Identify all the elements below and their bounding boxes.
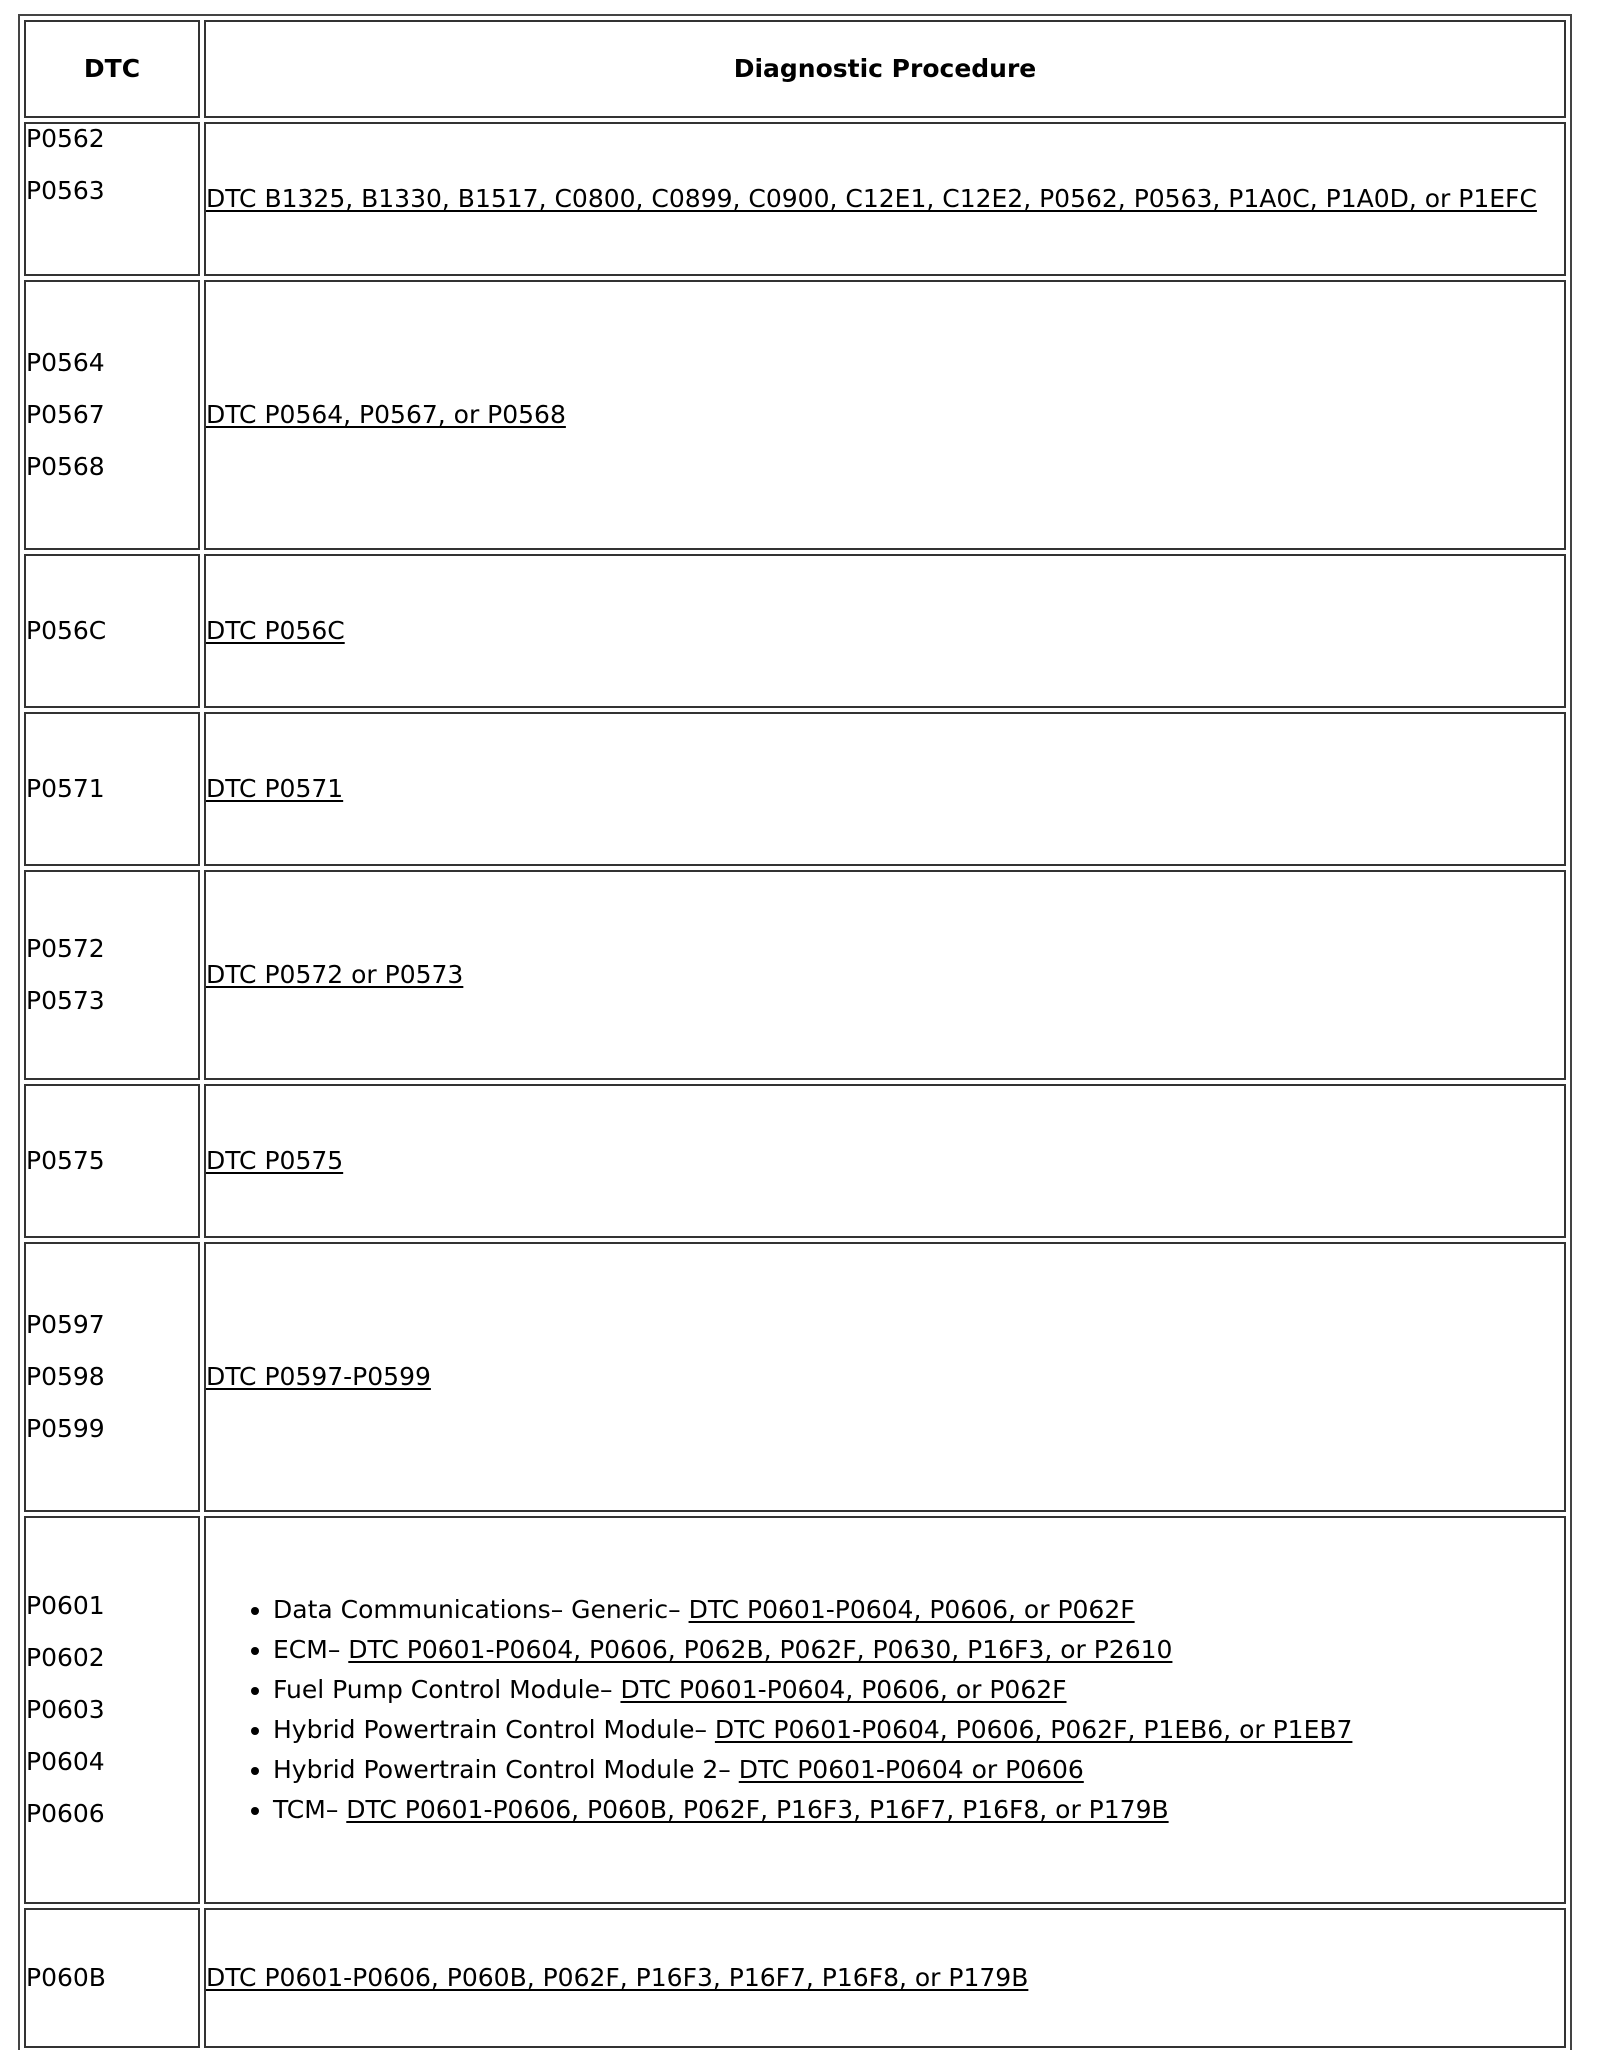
dtc-code-cell xyxy=(24,712,200,866)
dtc-code: P0563 xyxy=(26,176,105,205)
procedure-cell xyxy=(204,554,1566,708)
module-label: Data Communications– Generic– xyxy=(273,1595,689,1624)
dtc-code-cell xyxy=(24,122,200,276)
dtc-code: P0597 xyxy=(26,1310,105,1339)
table-row xyxy=(24,870,1566,1080)
list-item xyxy=(273,1710,1564,1750)
procedure-link[interactable]: DTC P0564, P0567, or P0568 xyxy=(206,400,566,429)
table-row xyxy=(24,554,1566,708)
table-header-row xyxy=(24,20,1566,118)
module-label: ECM– xyxy=(273,1635,349,1664)
dtc-code-cell xyxy=(24,1908,200,2048)
procedure-cell xyxy=(204,1242,1566,1512)
dtc-table xyxy=(18,14,1572,2050)
procedure-link[interactable]: DTC P0601-P0604, P0606, P062F, P1EB6, or P1EB7 xyxy=(714,1715,1353,1744)
procedure-link[interactable]: DTC P0597-P0599 xyxy=(206,1362,431,1391)
list-item xyxy=(273,1750,1564,1790)
dtc-code: P0602 xyxy=(26,1643,105,1672)
table-row xyxy=(24,712,1566,866)
procedure-cell xyxy=(204,1516,1566,1904)
procedure-link[interactable]: DTC P0571 xyxy=(206,774,344,803)
procedure-cell xyxy=(204,712,1566,866)
procedure-cell xyxy=(204,1908,1566,2048)
dtc-code: P0598 xyxy=(26,1362,105,1391)
procedure-link[interactable]: DTC P0601-P0604, P0606, P062B, P062F, P0630, P16F3, or P2610 xyxy=(348,1635,1173,1664)
procedure-link[interactable]: DTC P0601-P0604, P0606, or P062F xyxy=(620,1675,1067,1704)
dtc-code: P0603 xyxy=(26,1695,105,1724)
dtc-code-cell xyxy=(24,280,200,550)
module-label: TCM– xyxy=(273,1795,347,1824)
procedure-cell xyxy=(204,280,1566,550)
table-row xyxy=(24,1242,1566,1512)
dtc-code: P0564 xyxy=(26,348,105,377)
dtc-code-cell xyxy=(24,1242,200,1512)
module-label: Hybrid Powertrain Control Module– xyxy=(273,1715,715,1744)
procedure-link[interactable]: DTC B1325, B1330, B1517, C0800, C0899, C0900, C12E1, C12E2, P0562, P0563, P1A0C, P1A0D, or P1EFC xyxy=(206,184,1537,213)
dtc-code: P0604 xyxy=(26,1747,105,1776)
procedure-link[interactable]: DTC P0572 or P0573 xyxy=(206,960,464,989)
dtc-code: P0599 xyxy=(26,1414,105,1443)
procedure-link[interactable]: DTC P0575 xyxy=(206,1146,344,1175)
header-diagnostic-procedure: Diagnostic Procedure xyxy=(204,20,1566,118)
dtc-code: P056C xyxy=(26,616,107,645)
dtc-code: P0601 xyxy=(26,1591,105,1620)
procedure-link[interactable]: DTC P0601-P0604 or P0606 xyxy=(738,1755,1084,1784)
dtc-code-cell xyxy=(24,1516,200,1904)
dtc-code: P060B xyxy=(26,1963,106,1992)
table-row xyxy=(24,280,1566,550)
table-row xyxy=(24,1908,1566,2048)
table-body xyxy=(24,122,1566,2048)
procedure-link[interactable]: DTC P056C xyxy=(206,616,345,645)
dtc-code-cell xyxy=(24,1084,200,1238)
dtc-code: P0562 xyxy=(26,124,105,153)
list-item xyxy=(273,1590,1564,1630)
dtc-code: P0573 xyxy=(26,986,105,1015)
dtc-code: P0575 xyxy=(26,1146,105,1175)
procedure-link[interactable]: DTC P0601-P0606, P060B, P062F, P16F3, P16F7, P16F8, or P179B xyxy=(206,1963,1029,1992)
dtc-code: P0572 xyxy=(26,934,105,963)
table-row xyxy=(24,1084,1566,1238)
module-label: Hybrid Powertrain Control Module 2– xyxy=(273,1755,739,1784)
table-row xyxy=(24,1516,1566,1904)
table-row xyxy=(24,122,1566,276)
dtc-code-cell xyxy=(24,870,200,1080)
procedure-link[interactable]: DTC P0601-P0604, P0606, or P062F xyxy=(688,1595,1135,1624)
module-label: Fuel Pump Control Module– xyxy=(273,1675,621,1704)
header-dtc: DTC xyxy=(24,20,200,118)
dtc-code: P0568 xyxy=(26,452,105,481)
procedure-cell xyxy=(204,122,1566,276)
dtc-code-cell xyxy=(24,554,200,708)
procedure-cell xyxy=(204,1084,1566,1238)
dtc-code: P0571 xyxy=(26,774,105,803)
procedure-list xyxy=(206,1590,1564,1830)
list-item xyxy=(273,1670,1564,1710)
procedure-link[interactable]: DTC P0601-P0606, P060B, P062F, P16F3, P16F7, P16F8, or P179B xyxy=(346,1795,1169,1824)
list-item xyxy=(273,1790,1564,1830)
procedure-cell xyxy=(204,870,1566,1080)
list-item xyxy=(273,1630,1564,1670)
dtc-code: P0567 xyxy=(26,400,105,429)
dtc-code: P0606 xyxy=(26,1799,105,1828)
